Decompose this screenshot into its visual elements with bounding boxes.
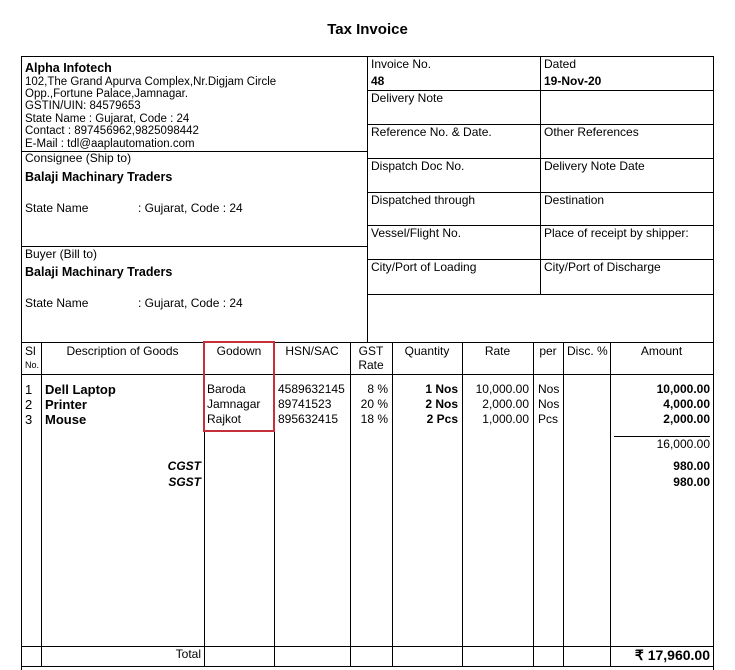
buyer-state-value: : Gujarat, Code : 24 [138, 296, 243, 310]
col-line [563, 342, 564, 666]
col-rate: Rate [484, 344, 511, 358]
row-sl: 1 [25, 382, 33, 397]
buyer-label: Buyer (Bill to) [25, 247, 98, 261]
destination-label: Destination [544, 193, 605, 207]
subtotal-amount: 16,000.00 [656, 437, 710, 451]
row-description: Printer [45, 397, 87, 412]
col-amount: Amount [640, 344, 683, 358]
col-line [533, 342, 534, 666]
row-amount: 10,000.00 [656, 382, 710, 396]
frame-left [21, 56, 22, 670]
consignee-label: Consignee (Ship to) [25, 151, 132, 165]
row-amount: 2,000.00 [663, 412, 710, 426]
buyer-state-label: State Name [25, 296, 89, 310]
delivery-note-date-label: Delivery Note Date [544, 159, 645, 173]
col-quantity: Quantity [404, 344, 450, 358]
row-sl: 3 [25, 412, 33, 427]
dispatch-doc-label: Dispatch Doc No. [371, 159, 465, 173]
tax-amount: 980.00 [673, 475, 710, 489]
row-godown: Baroda [207, 382, 246, 396]
frame-right [713, 56, 714, 670]
seller-name: Alpha Infotech [25, 61, 112, 75]
col-hsn: HSN/SAC [285, 344, 339, 358]
row-per: Nos [538, 382, 560, 396]
seller-gstin: GSTIN/UIN: 84579653 [25, 100, 141, 112]
col-gst-rate: Rate [358, 358, 384, 372]
other-references-label: Other References [544, 125, 639, 139]
row-description: Dell Laptop [45, 382, 116, 397]
col-godown: Godown [216, 344, 262, 358]
seller-email: E-Mail : tdl@aaplautomation.com [25, 138, 195, 150]
reference-label: Reference No. & Date. [371, 125, 492, 139]
row-gst-rate: 20 % [360, 397, 388, 411]
tax-amount: 980.00 [673, 459, 710, 473]
col-description: Description of Goods [66, 344, 179, 358]
header-split [367, 56, 368, 342]
seller-contact: Contact : 897456962,9825098442 [25, 125, 199, 137]
seller-address-2: Opp.,Fortune Palace,Jamnagar. [25, 88, 189, 100]
tax-label: SGST [168, 475, 201, 489]
row-gst-rate: 18 % [360, 412, 388, 426]
row-rate: 2,000.00 [482, 397, 529, 411]
vessel-label: Vessel/Flight No. [371, 226, 462, 240]
consignee-name: Balaji Machinary Traders [25, 170, 173, 184]
row-amount: 4,000.00 [663, 397, 710, 411]
place-of-receipt-label: Place of receipt by shipper: [544, 226, 689, 240]
invoice-no-value: 48 [371, 74, 385, 88]
consignee-state-label: State Name [25, 201, 89, 215]
seller-address-1: 102,The Grand Apurva Complex,Nr.Digjam Circle [25, 76, 277, 88]
port-discharge-label: City/Port of Discharge [544, 260, 661, 274]
document-title: Tax Invoice [327, 21, 408, 38]
dated-label: Dated [544, 57, 577, 71]
row-rate: 10,000.00 [475, 382, 529, 396]
row-hsn: 89741523 [278, 397, 332, 411]
col-sl: Sl [25, 344, 36, 358]
total-row-bottom [21, 666, 714, 667]
tax-label: CGST [167, 459, 201, 473]
godown-highlight-box [203, 341, 275, 432]
delivery-note-label: Delivery Note [371, 91, 444, 105]
row-hsn: 895632415 [278, 412, 339, 426]
col-per: per [539, 344, 557, 358]
port-loading-label: City/Port of Loading [371, 260, 477, 274]
consignee-state-value: : Gujarat, Code : 24 [138, 201, 243, 215]
row-hsn: 4589632145 [278, 382, 345, 396]
col-disc: Disc. % [567, 344, 608, 358]
dated-value: 19-Nov-20 [544, 74, 602, 88]
seller-state: State Name : Gujarat, Code : 24 [25, 113, 190, 125]
invoice-no-label: Invoice No. [371, 57, 432, 71]
row-godown: Jamnagar [207, 397, 261, 411]
col-sl-no: No. [25, 360, 40, 370]
row-description: Mouse [45, 412, 87, 427]
row-sl: 2 [25, 397, 33, 412]
row-per: Pcs [538, 412, 559, 426]
meta-row-line [367, 294, 713, 295]
dispatched-through-label: Dispatched through [371, 193, 476, 207]
row-quantity: 1 Nos [425, 382, 458, 396]
buyer-name: Balaji Machinary Traders [25, 265, 173, 279]
row-rate: 1,000.00 [482, 412, 529, 426]
row-gst-rate: 8 % [367, 382, 388, 396]
row-per: Nos [538, 397, 560, 411]
row-quantity: 2 Pcs [426, 412, 458, 426]
row-quantity: 2 Nos [425, 397, 458, 411]
col-gst: GST [358, 344, 384, 358]
total-amount: ₹ 17,960.00 [634, 647, 710, 663]
row-godown: Rajkot [207, 412, 242, 426]
total-label: Total [175, 647, 201, 661]
col-line [41, 342, 42, 666]
